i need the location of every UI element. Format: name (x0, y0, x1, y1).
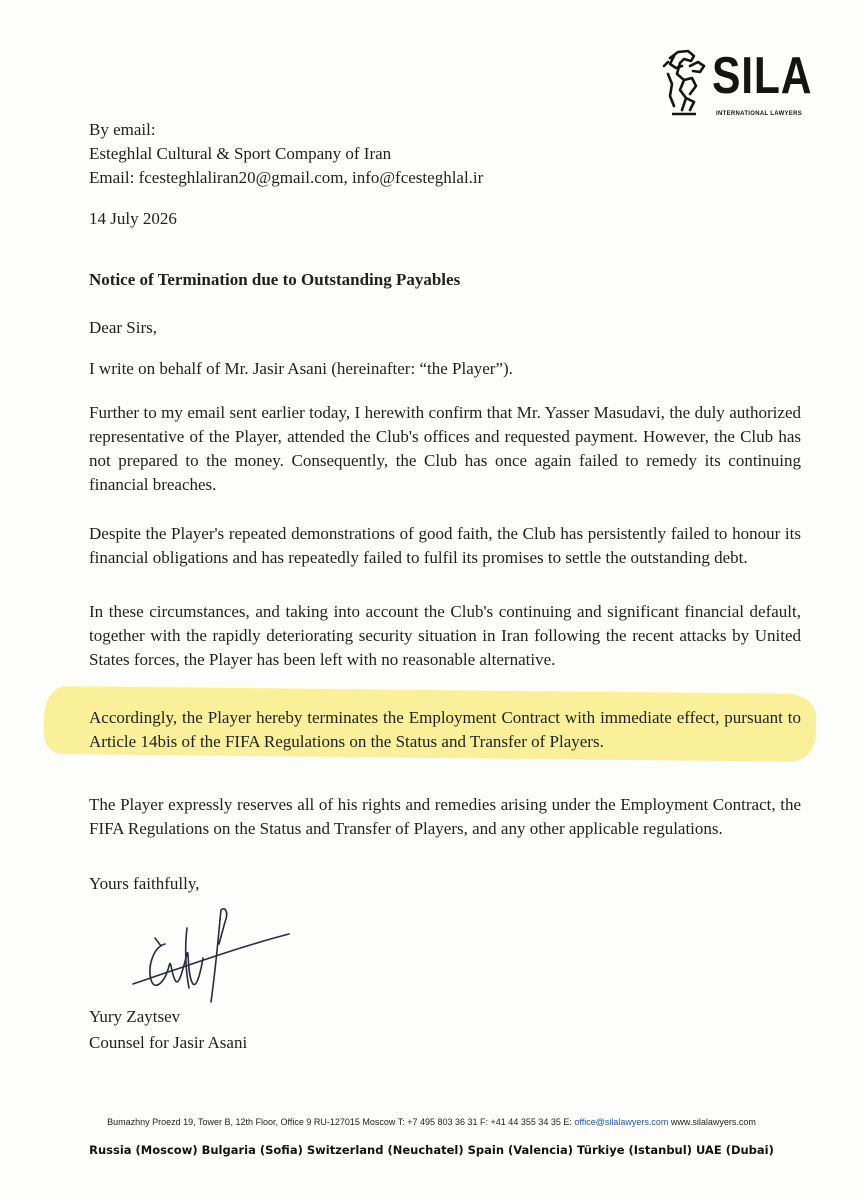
footer-website[interactable]: www.silalawyers.com (668, 1117, 756, 1127)
sila-logo (660, 44, 813, 124)
signatory-title: Counsel for Jasir Asani (89, 1033, 248, 1052)
salutation: Dear Sirs, (89, 318, 157, 337)
paragraph-termination: Accordingly, the Player hereby terminates the Employment Contract with immediate effect, pursuant to Article 14bis of the FIFA Regulations on the Status and Transfer of Players. (89, 708, 801, 751)
handwritten-signature (125, 898, 295, 1018)
delivery-method: By email: (89, 120, 156, 139)
paragraph-good-faith: Despite the Player's repeated demonstrations of good faith, the Club has persistently failed to honour its financial obligations and has repeatedly failed to fulfil its promises to settle the outstanding debt. (89, 524, 801, 567)
footer-contact (0, 1117, 863, 1127)
letter-date: 14 July 2026 (89, 209, 177, 228)
signatory-name: Yury Zaytsev (89, 1007, 181, 1026)
footer-address: Bumazhny Proezd 19, Tower B, 12th Floor, Office 9 RU-127015 Moscow T: +7 495 803 36 31 F: +41 44 355 34 35 E: (107, 1117, 575, 1127)
footer-offices: Russia (Moscow) Bulgaria (Sofia) Switzerland (Neuchatel) Spain (Valencia) Türkiye (Istanbul) UAE (Dubai) (89, 1143, 774, 1157)
paragraph-payment-request: Further to my email sent earlier today, I herewith confirm that Mr. Yasser Masudavi, the duly authorized representative of the Player, attended the Club's offices and requested payment. However, the Club has not prepared to the money. Consequently, the Club has once again failed to remedy its continuing financial breaches. (89, 403, 801, 494)
closing: Yours faithfully, (89, 874, 200, 893)
recipient-email: Email: fcesteghlaliran20@gmail.com, info@fcesteghlal.ir (89, 168, 484, 187)
logo-wordmark: SILA (712, 47, 813, 105)
footer-email-link[interactable]: office@silalawyers.com (574, 1117, 669, 1127)
paragraph-circumstances: In these circumstances, and taking into account the Club's continuing and significant financial default, together with the rapidly deteriorating security situation in Iran following the recent attacks by United States forces, the Player has been left with no reasonable alternative. (89, 602, 801, 669)
paragraph-intro: I write on behalf of Mr. Jasir Asani (hereinafter: “the Player”). (89, 359, 513, 378)
letter-subject: Notice of Termination due to Outstanding Payables (89, 270, 461, 289)
recipient-name: Esteghlal Cultural & Sport Company of Iran (89, 144, 392, 163)
logo-tagline: INTERNATIONAL LAWYERS (716, 111, 803, 117)
lion-icon (660, 44, 710, 116)
paragraph-reservation: The Player expressly reserves all of his rights and remedies arising under the Employment Contract, the FIFA Regulations on the Status and Transfer of Players, and any other applicable regulations. (89, 795, 801, 838)
